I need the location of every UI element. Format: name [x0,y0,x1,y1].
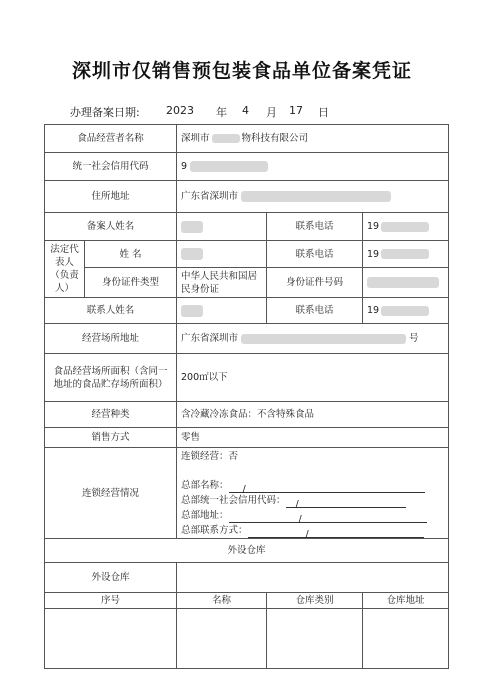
chain-status: 连锁经营：否 [181,450,239,462]
hq-phone-line [181,523,444,538]
address-prefix: 广东省深圳市 [181,191,239,202]
filer-phone-label: 联系电话 [267,213,363,241]
hq-code-line [181,493,444,508]
hq-name-label: 总部名称： [181,479,229,491]
hq-code-label: 总部统一社会信用代码： [181,494,286,506]
sales-mode-label: 销售方式 [45,428,177,448]
hq-name-slash: / [242,483,246,495]
legal-name-value [177,241,267,268]
area-value: 200㎡以下 [177,354,449,402]
redaction-block [381,306,429,316]
legal-phone-value [363,241,449,268]
legal-id-number-label: 身份证件号码 [267,268,363,298]
warehouse-entry-name [177,609,267,669]
hq-name-blank [229,482,425,493]
filing-year-unit: 年 [216,106,227,119]
filing-table [44,124,449,669]
filer-phone-value [363,213,449,241]
redaction-block [212,134,240,143]
redaction-block [381,222,429,232]
warehouse-col-address: 仓库地址 [363,593,449,609]
warehouse-section-heading: 外设仓库 [45,539,449,563]
contact-name-label: 联系人姓名 [45,298,177,324]
row-credit-code [45,153,449,181]
warehouse-col-index: 序号 [45,593,177,609]
redaction-block [181,305,203,317]
chain-details [177,448,449,539]
legal-phone-prefix: 19 [367,248,380,260]
hq-phone-blank [248,527,424,538]
business-address-value [177,324,449,354]
filer-name-value [177,213,267,241]
redaction-block [381,249,429,259]
redaction-block [241,191,391,202]
area-label: 食品经营场所面积（含同一地址的食品贮存场所面积） [45,354,177,402]
legal-id-number-value [363,268,449,298]
redaction-block [181,248,203,260]
legal-id-type-value: 中华人民共和国居民身份证 [177,268,267,298]
contact-phone-label: 联系电话 [267,298,363,324]
category-label: 经营种类 [45,402,177,428]
credit-code-label: 统一社会信用代码 [45,153,177,181]
sales-mode-value: 零售 [177,428,449,448]
filing-date-label: 办理备案日期: [70,106,140,119]
row-chain [45,448,449,539]
hq-address-label: 总部地址： [181,509,229,521]
warehouse-col-type: 仓库类别 [267,593,363,609]
row-address [45,181,449,213]
redaction-block [241,334,406,344]
filing-month: 4 [242,104,249,117]
warehouse-entry-address [363,609,449,669]
hq-code-blank [286,497,406,508]
row-business-address [45,324,449,354]
credit-code-value [177,153,449,181]
operator-name-value [177,125,449,153]
business-address-suffix: 号 [409,333,419,344]
hq-name-line [181,478,444,493]
legal-name-label: 姓 名 [85,241,177,268]
row-area [45,354,449,402]
warehouse-entry-type [267,609,363,669]
filer-name-label: 备案人姓名 [45,213,177,241]
filer-phone-prefix: 19 [367,221,380,232]
business-address-prefix: 广东省深圳市 [181,333,239,344]
hq-address-blank [229,512,427,523]
operator-name-label: 食品经营者名称 [45,125,177,153]
filing-day-unit: 日 [318,106,329,119]
hq-phone-label: 总部联系方式： [181,524,248,536]
credit-code-prefix: 9 [181,161,188,172]
operator-name-suffix: 物科技有限公司 [241,133,309,144]
row-filer [45,213,449,241]
hq-address-slash: / [298,513,302,525]
row-legal-id [45,268,449,298]
address-value [177,181,449,213]
redaction-block [190,161,268,172]
redaction-block [367,277,439,288]
row-legal-name [45,241,449,268]
row-warehouse-headers [45,593,449,609]
redaction-block [181,221,203,233]
filing-year: 2023 [166,104,194,117]
row-category [45,402,449,428]
row-warehouse-entry [45,609,449,669]
category-value: 含冷藏冷冻食品：不含特殊食品 [177,402,449,428]
contact-name-value [177,298,267,324]
document-title: 深圳市仅销售预包装食品单位备案凭证 [71,60,412,82]
row-warehouse-section [45,539,449,563]
row-sales-mode [45,428,449,448]
chain-label: 连锁经营情况 [45,448,177,539]
filing-month-unit: 月 [266,106,277,119]
operator-name-prefix: 深圳市 [181,133,210,144]
contact-phone-prefix: 19 [367,305,380,316]
hq-code-slash: / [295,498,299,510]
hq-phone-slash: / [305,528,309,540]
row-warehouse [45,563,449,593]
warehouse-entry-index [45,609,177,669]
business-address-label: 经营场所地址 [45,324,177,354]
legal-phone-label: 联系电话 [267,241,363,268]
filing-day: 17 [289,104,303,117]
warehouse-label: 外设仓库 [45,563,177,593]
legal-representative-label: 法定代表人（负责人） [45,241,85,298]
row-contact [45,298,449,324]
hq-address-line [181,508,444,523]
legal-id-type-label: 身份证件类型 [85,268,177,298]
address-label: 住所地址 [45,181,177,213]
contact-phone-value [363,298,449,324]
warehouse-value [177,563,449,593]
warehouse-col-name: 名称 [177,593,267,609]
row-operator-name [45,125,449,153]
